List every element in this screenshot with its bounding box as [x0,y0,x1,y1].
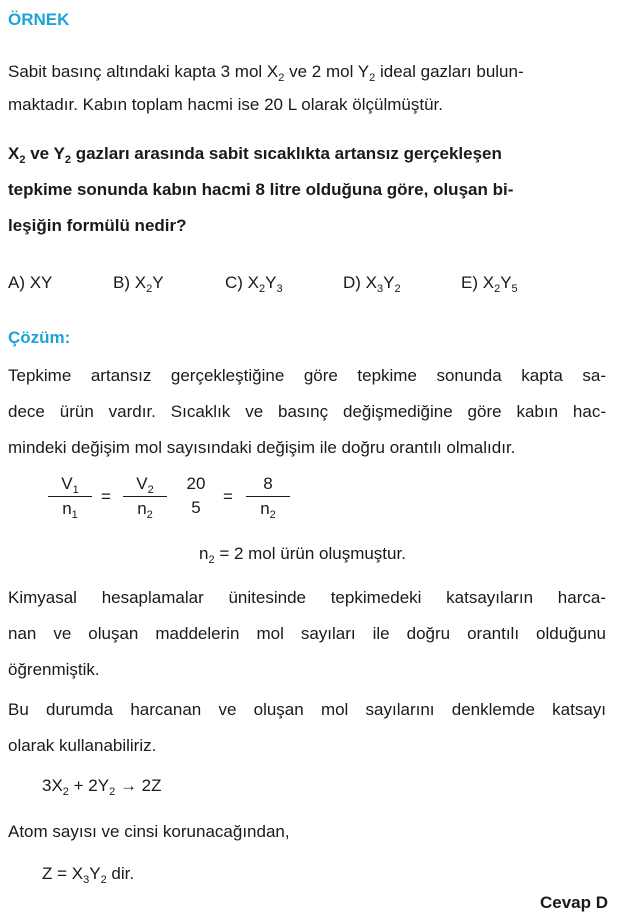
paragraph-line-2: nan ve oluşan maddelerin mol sayıları ile doğru orantılı olduğunu [8,624,606,643]
fraction-v2-n2: $V_2$ $n_2$ [123,474,167,519]
answer-label: Cevap D [539,893,608,912]
option-e[interactable]: E) $X_2Y_5$ [461,273,518,295]
paragraph-line-3: öğrenmiştik. [8,660,100,679]
option-c[interactable]: C) $X_2Y_3$ [225,273,283,295]
paragraph-line-4: Bu durumda harcanan ve oluşan mol sayılarını denklemde katsayı [8,700,606,719]
example-heading: ÖRNEK [8,10,70,29]
reaction-equation: $3X_2 + 2Y_2 \to 2Z$ [42,776,162,798]
solution-line-1: Tepkime artansız gerçekleştiğine göre tepkime sonunda kapta sa- [8,366,606,385]
z-formula: $Z = X_3Y_2$ dir. [42,864,135,886]
equals-sign: = [223,487,233,506]
question-line-1: $X_2$ ve $Y_2$ gazları arasında sabit sıcaklıkta artansız gerçekleşen [8,144,502,166]
atom-conservation-line: Atom sayısı ve cinsi korunacağından, [8,822,290,841]
question-line-2: tepkime sonunda kabın hacmi 8 litre olduğuna göre, oluşan bi- [8,180,514,199]
n2-result: $n_2 = 2$ mol ürün oluşmuştur. [199,544,406,566]
question-line-3: leşiğin formülü nedir? [8,216,187,235]
solution-line-3: mindeki değişim mol sayısındaki değişim ile doğru orantılı olmalıdır. [8,438,516,457]
option-b[interactable]: B) $X_2Y$ [113,273,164,295]
fraction-v1-n1: $V_1$ $n_1$ [48,474,92,519]
problem-line-1: Sabit basınç altındaki kapta 3 mol $X_2$ ve 2 mol $Y_2$ ideal gazları bulun- [8,62,524,84]
fraction-8-n2: 8 $n_2$ [246,474,290,519]
equals-sign: = [101,487,111,506]
option-d[interactable]: D) $X_3Y_2$ [343,273,401,295]
problem-line-2: maktadır. Kabın toplam hacmi ise 20 L olarak ölçülmüştür. [8,95,443,114]
solution-line-2: dece ürün vardır. Sıcaklık ve basınç değişmediğine göre kabın hac- [8,402,606,421]
paragraph-line-1: Kimyasal hesaplamalar ünitesinde tepkimedeki katsayıların harca- [8,588,606,607]
solution-heading: Çözüm: [8,328,71,347]
paragraph-line-5: olarak kullanabiliriz. [8,736,157,755]
fraction-20-5: 20 5 [186,474,206,517]
option-a[interactable]: A) XY [8,273,53,292]
